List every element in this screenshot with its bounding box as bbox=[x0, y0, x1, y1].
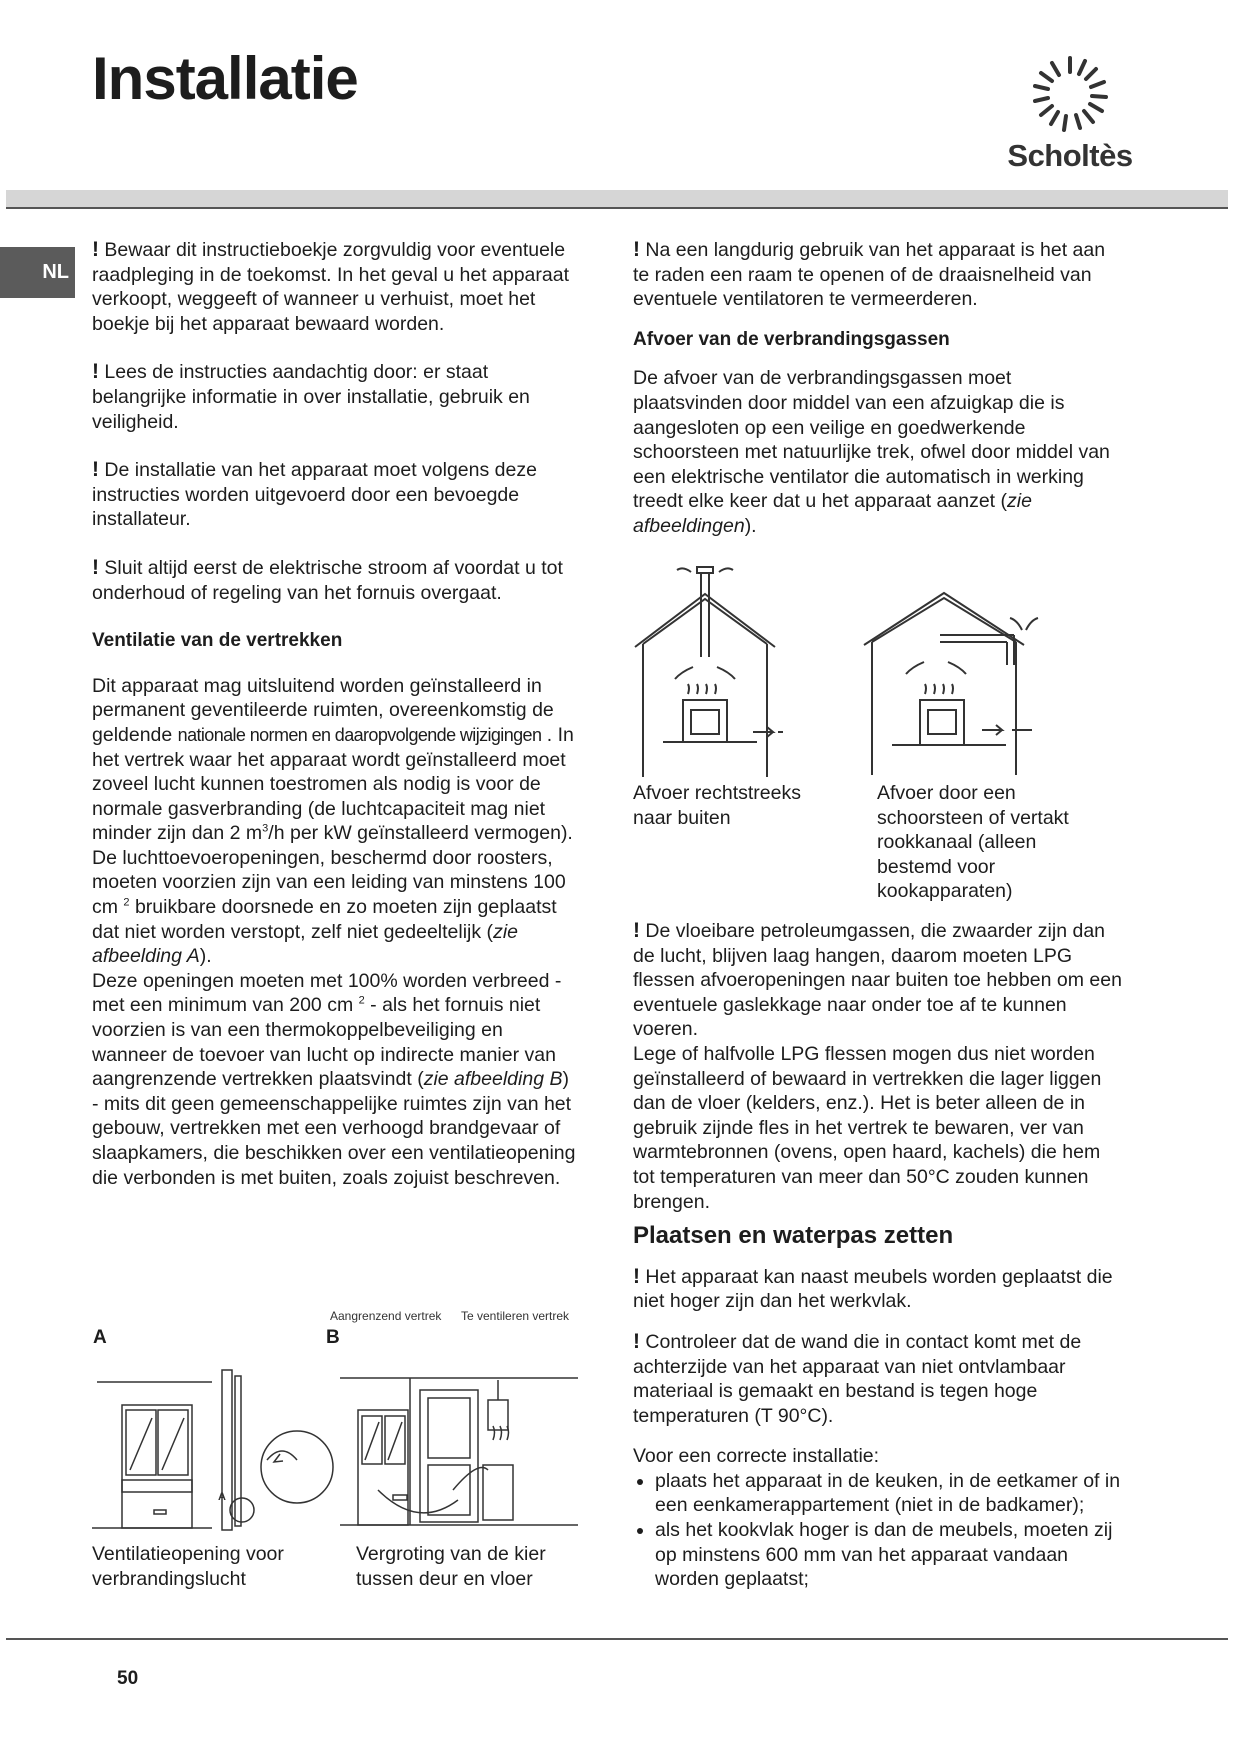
sun-logo-icon bbox=[1005, 50, 1135, 140]
footer-rule bbox=[6, 1638, 1228, 1640]
header-bar bbox=[6, 190, 1228, 209]
ventilation-paragraph: De luchttoevoeropeningen, beschermd door roosters, moeten voorzien zijn van een leiding van minstens 100 cm $^2$ bruikbare doorsnede en zo moeten zijn geplaatst dat niet worden verstopt, zelf niet gedeeltelijk (zie afbeelding A). bbox=[92, 846, 566, 968]
warning-icon: ! bbox=[633, 1329, 640, 1353]
page-number: 50 bbox=[117, 1668, 139, 1689]
warning-paragraph: ! Controleer dat de wand die in contact komt met de achterzijde van het apparaat van niet ontvlambaar materiaal is gemaakt en bestand is tegen hoge temperaturen (T 90°C). bbox=[633, 1329, 1082, 1427]
warning-paragraph: ! De installatie van het apparaat moet volgens deze instructies worden uitgevoerd door een bevoegde installateur. bbox=[92, 458, 537, 531]
room-label-adjacent: Aangrenzend vertrek bbox=[330, 1309, 442, 1323]
list-item: • als het kookvlak hoger is dan de meubels, moeten zij op minstens 600 mm van het apparaat vandaan worden geplaatst; bbox=[655, 1518, 1123, 1592]
warning-icon: ! bbox=[92, 458, 99, 482]
warning-paragraph: ! Bewaar dit instructieboekje zorgvuldig voor eventuele raadpleging in de toekomst. In het geval u het apparaat verkoopt, weggeeft of wanneer u verhuist, moet het boekje bij het apparaat bewaard worden. bbox=[92, 238, 569, 335]
right-column-lower bbox=[633, 919, 1123, 1592]
figure-exhaust-direct bbox=[633, 562, 783, 782]
warning-paragraph: ! Het apparaat kan naast meubels worden geplaatst die niet hoger zijn dan het werkvlak. bbox=[633, 1264, 1113, 1313]
section-heading-placement: Plaatsen en waterpas zetten bbox=[633, 1222, 954, 1250]
warning-icon: ! bbox=[633, 238, 640, 261]
warning-icon: ! bbox=[92, 360, 99, 384]
figure-label-a: A bbox=[93, 1327, 107, 1348]
right-column bbox=[633, 238, 1123, 563]
figure-b-caption: Vergroting van de kier tussen deur en vloer bbox=[356, 1543, 546, 1590]
warning-icon: ! bbox=[92, 238, 99, 261]
warning-paragraph: ! Lees de instructies aandachtig door: er staat belangrijke informatie in over installatie, gebruik en veiligheid. bbox=[92, 360, 530, 433]
warning-paragraph: ! Sluit altijd eerst de elektrische stroom af voordat u tot onderhoud of regeling van het fornuis overgaat. bbox=[92, 555, 563, 604]
section-heading-exhaust: Afvoer van de verbrandingsgassen bbox=[633, 328, 950, 350]
warning-icon: ! bbox=[633, 919, 640, 942]
ventilation-paragraph: Deze openingen moeten met 100% worden verbreed - met een minimum van 200 cm $^2$ - als het fornuis niet voorzien is van een thermokoppelbeveiliging en wanneer de toevoer van lucht op indirecte manier van aangrenzende vertrekken plaatsvindt (zie afbeelding B) - mits dit geen gemeenschappelijke ruimtes zijn van het gebouw, vertrekken met een verhoogd brandgevaar of slaapkamers, die beschikken over een ventilatieopening die verbonden is met buiten, zoals zojuist beschreven. bbox=[92, 969, 576, 1189]
warning-icon: ! bbox=[633, 1264, 640, 1288]
figure-b-door-gap bbox=[338, 1370, 588, 1540]
page-title: Installatie bbox=[92, 45, 358, 112]
placement-intro: Voor een correcte installatie: bbox=[633, 1445, 880, 1468]
figure-a-small-label: A bbox=[218, 1491, 226, 1503]
figure-a-caption: Ventilatieopening voor verbrandingslucht bbox=[92, 1543, 284, 1590]
brand-logo bbox=[1005, 50, 1135, 175]
ventilation-paragraph: Dit apparaat mag uitsluitend worden geïnstalleerd in permanent geventileerde ruimten, overeenkomstig de geldende nationale normen en daaropvolgende wijzigingen . In het vertrek waar het apparaat wordt geïnstalleerd moet zoveel lucht kunnen toestromen als nodig is voor de normale gasverbranding (de luchtcapaciteit mag niet minder zijn dan 2 $m^3/h$ per kW geïnstalleerd vermogen). bbox=[92, 674, 574, 845]
warning-paragraph: ! Na een langdurig gebruik van het apparaat is het aan te raden een raam te openen of de draaisnelheid van eventuele ventilatoren te vermeerderen. bbox=[633, 238, 1106, 311]
figure-a-ventilation-opening bbox=[92, 1360, 342, 1540]
figure-exhaust-chimney-caption: Afvoer door een schoorsteen of vertakt rookkanaal (alleen bestemd voor kookapparaten) bbox=[877, 782, 1069, 903]
figure-exhaust-direct-caption: Afvoer rechtstreeks naar buiten bbox=[633, 782, 801, 829]
lpg-paragraph: Lege of halfvolle LPG flessen mogen dus niet worden geïnstalleerd of bewaard in vertrekken die lager liggen dan de vloer (kelders, enz.). Het is beter alleen de in gebruik zijnde fles in het vertrek te bewaren, ver van warmtebronnen (ovens, open haard, kachels) die hem tot temperaturen van meer dan 50°C zouden kunnen brengen. bbox=[633, 1042, 1102, 1213]
list-item: • plaats het apparaat in de keuken, in de eetkamer of in een eenkamerappartement (niet in de badkamer); bbox=[655, 1469, 1123, 1518]
section-heading-ventilation: Ventilatie van de vertrekken bbox=[92, 630, 343, 652]
left-column bbox=[92, 238, 580, 1190]
figure-label-b: B bbox=[326, 1327, 340, 1348]
placement-list bbox=[633, 1469, 1123, 1592]
warning-icon: ! bbox=[92, 555, 99, 579]
brand-name: Scholtès bbox=[1007, 138, 1133, 173]
room-label-ventilate: Te ventileren vertrek bbox=[461, 1309, 570, 1323]
warning-paragraph: ! De vloeibare petroleumgassen, die zwaarder zijn dan de lucht, blijven laag hangen, daarom moeten LPG flessen afvoeropeningen naar buiten toe hebben om een eventuele gaslekkage naar onder toe af te kunnen voeren. bbox=[633, 919, 1122, 1041]
language-tab: NL bbox=[0, 247, 75, 298]
exhaust-paragraph: De afvoer van de verbrandingsgassen moet plaatsvinden door middel van een afzuigkap die is aangesloten op een veilige en goedwerkende schoorsteen met natuurlijke trek, ofwel door middel van een elektrische ventilator die automatisch in werking treedt elke keer dat u het apparaat aanzet (zie afbeeldingen). bbox=[633, 367, 1110, 537]
figure-exhaust-chimney bbox=[862, 590, 1042, 780]
